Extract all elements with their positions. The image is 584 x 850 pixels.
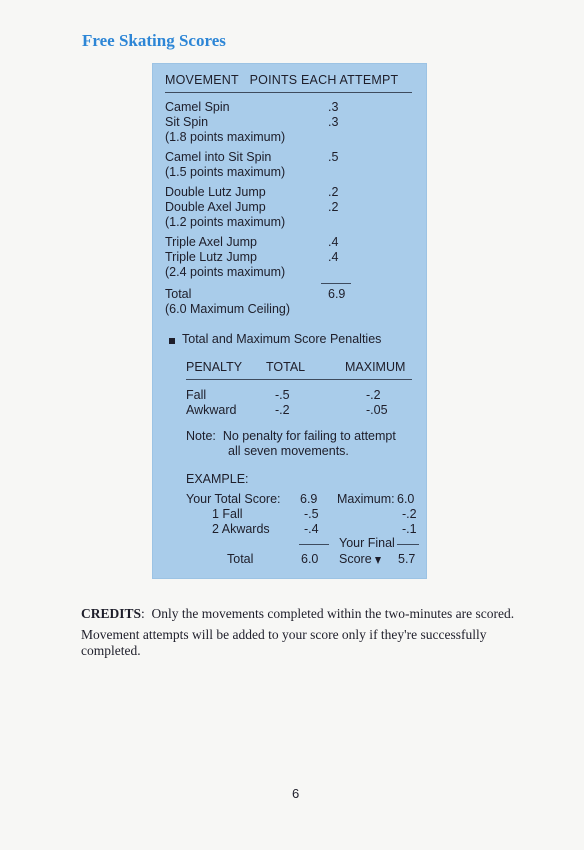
credits-text-1: : Only the movements completed within the two-minutes are scored. [141,606,515,621]
example-score-value: 6.9 [300,492,318,506]
penalties-heading: Total and Maximum Score Penalties [182,332,382,346]
movement-points: .3 [328,115,339,129]
example-total-label: Total [227,552,254,566]
movement-points: .2 [328,185,339,199]
movement-points: .2 [328,200,339,214]
total-value: 6.9 [328,287,346,301]
example-final-label-2 [339,552,381,567]
score-table-panel [153,64,426,578]
total-divider [321,283,351,284]
group-max-note: (1.5 points maximum) [165,165,286,179]
penalty-total: -.5 [275,388,290,402]
example-fall-value: -.5 [304,507,319,521]
group-max-note: (1.2 points maximum) [165,215,286,229]
penalty-maximum: -.2 [366,388,381,402]
example-awk-max: -.1 [402,522,417,536]
example-final-score-word: Score [339,552,372,566]
penalty-label: Fall [186,388,207,402]
example-final-value: 5.7 [398,552,416,566]
movement-label: Triple Axel Jump [165,235,257,249]
example-total-divider [299,544,329,545]
penalty-note-line1: Note: No penalty for failing to attempt [186,429,396,443]
page-number: 6 [292,786,300,801]
movement-label: Double Lutz Jump [165,185,266,199]
movement-label: Double Axel Jump [165,200,266,214]
col-total: TOTAL [266,360,306,374]
example-fall-max: -.2 [402,507,417,521]
movement-label: Sit Spin [165,115,209,129]
credits-section [81,606,521,664]
total-label: Total [165,287,192,301]
group-max-note: (2.4 points maximum) [165,265,286,279]
penalty-total: -.2 [275,403,290,417]
movement-points: .3 [328,100,339,114]
arrow-down-icon [375,557,381,564]
credits-paragraph [81,606,521,622]
total-ceiling-note: (6.0 Maximum Ceiling) [165,302,291,316]
penalty-label: Awkward [186,403,237,417]
movement-points: .4 [328,235,339,249]
example-max-label: Maximum: [337,492,395,506]
example-heading: EXAMPLE: [186,472,249,486]
credits-text-2: Movement attempts will be added to your score only if they're successfully completed. [81,627,487,658]
example-final-label-1: Your Final [339,536,395,550]
example-awk-value: -.4 [304,522,319,536]
penalty-maximum: -.05 [366,403,388,417]
example-total-value: 6.0 [301,552,319,566]
header-divider [165,92,412,93]
col-maximum: MAXIMUM [345,360,406,374]
page-title: Free Skating Scores [82,31,226,50]
movement-points: .4 [328,250,339,264]
example-score-label: Your Total Score: [186,492,281,506]
penalties-divider [186,379,412,380]
example-fall-label: 1 Fall [212,507,243,521]
movement-points: .5 [328,150,339,164]
group-max-note: (1.8 points maximum) [165,130,286,144]
col-penalty: PENALTY [186,360,243,374]
bullet-icon [169,338,175,344]
movement-label: Camel Spin [165,100,230,114]
movement-label: Triple Lutz Jump [165,250,257,264]
penalty-note-line2: all seven movements. [228,444,349,458]
movement-label: Camel into Sit Spin [165,150,272,164]
credits-label: CREDITS [81,606,142,621]
table-header: MOVEMENT POINTS EACH ATTEMPT [165,73,399,87]
example-final-divider [397,544,419,545]
example-awk-label: 2 Akwards [212,522,270,536]
example-max-value: 6.0 [397,492,415,506]
